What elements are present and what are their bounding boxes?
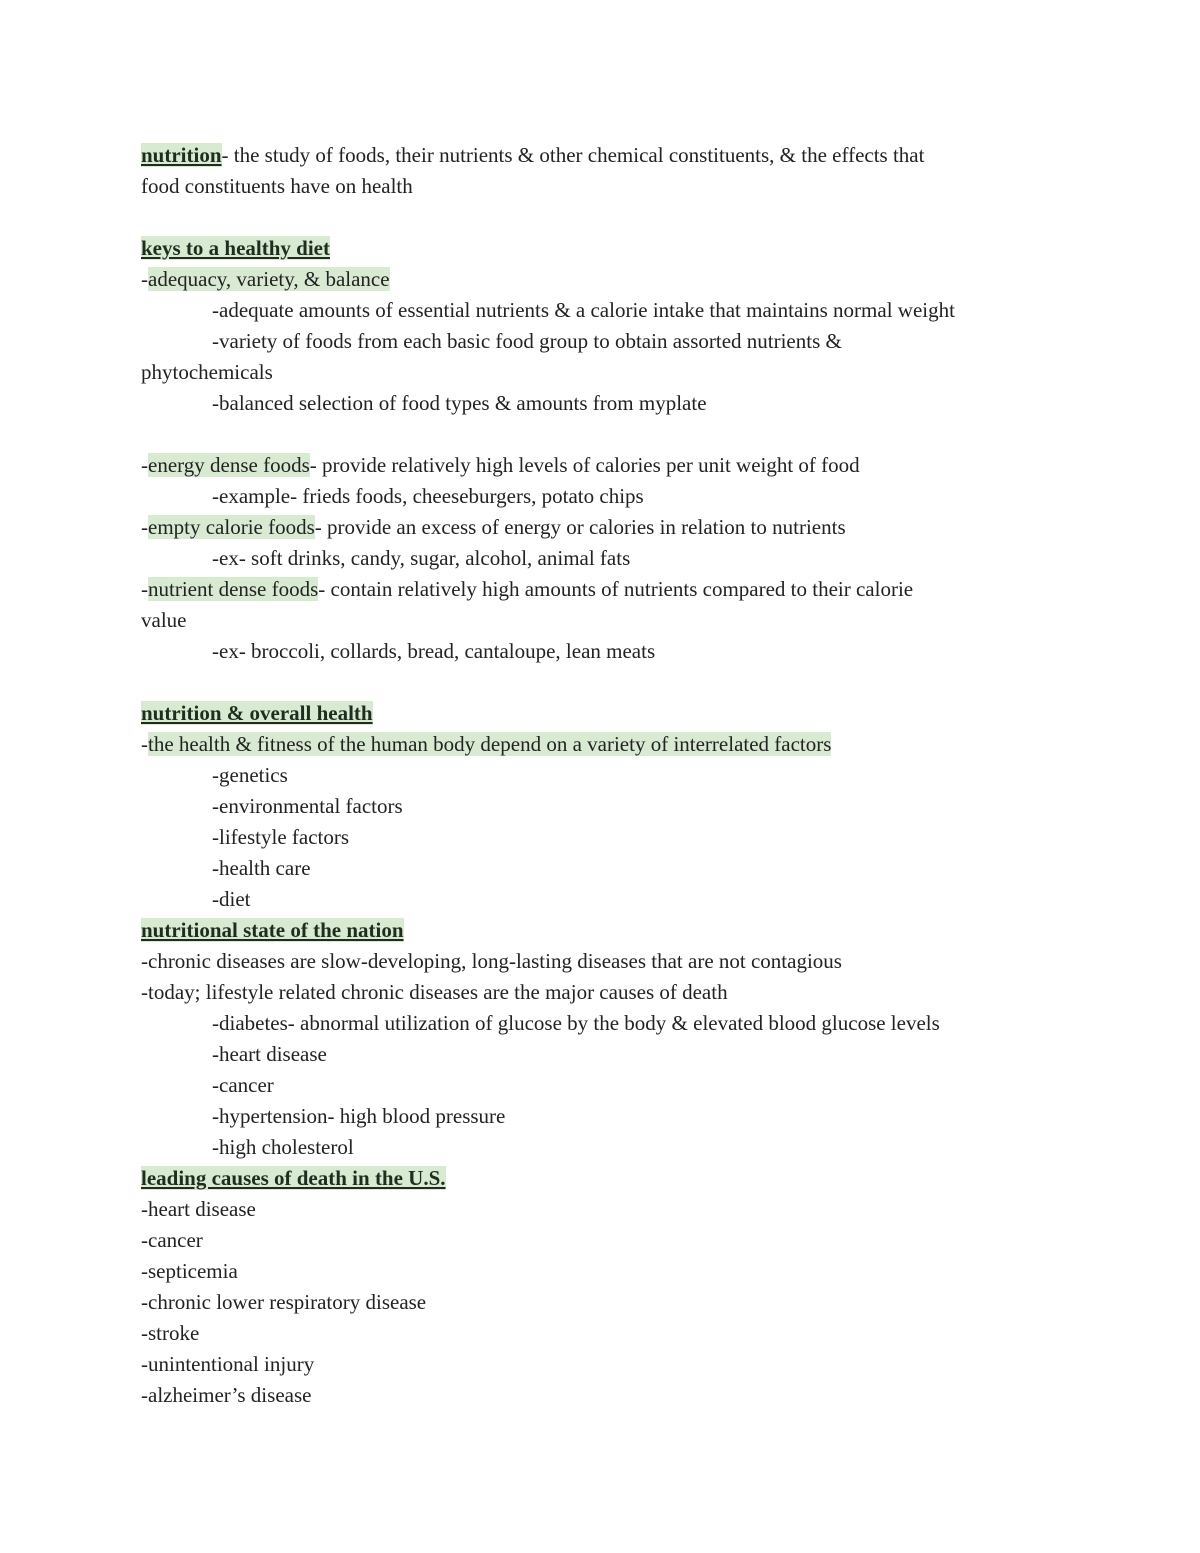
nutrient-dense-definition: - contain relatively high amounts of nutrients compared to their calorie (318, 577, 914, 601)
empty-calorie-line (141, 512, 1061, 543)
causes-item: -stroke (141, 1321, 200, 1345)
causes-item: -septicemia (141, 1259, 238, 1283)
spacer (141, 419, 1061, 450)
nation-heading-line (141, 915, 1061, 946)
overall-main-text: the health & fitness of the human body depend on a variety of interrelated factors (148, 732, 832, 756)
overall-factor-item: -diet (212, 887, 251, 911)
causes-heading-line (141, 1163, 1061, 1194)
causes-heading: leading causes of death in the U.S. (141, 1166, 446, 1190)
document-page (141, 140, 1061, 1411)
energy-dash: - (141, 453, 148, 477)
causes-item: -heart disease (141, 1197, 256, 1221)
nutrition-term: nutrition (141, 143, 222, 167)
causes-item: -alzheimer’s disease (141, 1383, 312, 1407)
empty-calorie-example: -ex- soft drinks, candy, sugar, alcohol, animal fats (212, 546, 631, 570)
overall-main-dash: - (141, 732, 148, 756)
keys-main-dash: - (141, 267, 148, 291)
overall-main-line (141, 729, 1061, 760)
keys-item: -adequate amounts of essential nutrients & a calorie intake that maintains normal weight (212, 298, 955, 322)
keys-item-cont: phytochemicals (141, 360, 273, 384)
overall-heading: nutrition & overall health (141, 701, 373, 725)
overall-factor-item: -health care (212, 856, 311, 880)
nutrition-definition-line (141, 140, 1061, 171)
spacer (141, 202, 1061, 233)
energy-dense-term: energy dense foods (148, 453, 310, 477)
keys-heading: keys to a healthy diet (141, 236, 330, 260)
nation-disease-item: -diabetes- abnormal utilization of glucose by the body & elevated blood glucose levels (212, 1011, 940, 1035)
nutrient-dense-example: -ex- broccoli, collards, bread, cantaloupe, lean meats (212, 639, 656, 663)
nutrition-definition-cont: food constituents have on health (141, 174, 413, 198)
nutrient-dense-line (141, 574, 1061, 605)
overall-factor-item: -lifestyle factors (212, 825, 350, 849)
nation-line: -today; lifestyle related chronic diseases are the major causes of death (141, 980, 728, 1004)
keys-item: -variety of foods from each basic food group to obtain assorted nutrients & (212, 329, 842, 353)
empty-calorie-term: empty calorie foods (148, 515, 315, 539)
nation-disease-item: -heart disease (212, 1042, 327, 1066)
keys-main-line (141, 264, 1061, 295)
nutrient-dense-term: nutrient dense foods (148, 577, 319, 601)
nutrient-dense-definition-cont: value (141, 608, 187, 632)
energy-dense-example: -example- frieds foods, cheeseburgers, potato chips (212, 484, 644, 508)
empty-dash: - (141, 515, 148, 539)
causes-item: -cancer (141, 1228, 203, 1252)
nation-line: -chronic diseases are slow-developing, long-lasting diseases that are not contagious (141, 949, 842, 973)
causes-item: -chronic lower respiratory disease (141, 1290, 427, 1314)
keys-item: -balanced selection of food types & amounts from myplate (212, 391, 707, 415)
nutrient-dash: - (141, 577, 148, 601)
overall-factor-item: -genetics (212, 763, 288, 787)
nutrition-definition: - the study of foods, their nutrients & other chemical constituents, & the effects that (221, 143, 925, 167)
nation-disease-item: -cancer (212, 1073, 274, 1097)
overall-heading-line (141, 698, 1061, 729)
keys-heading-line (141, 233, 1061, 264)
nation-heading: nutritional state of the nation (141, 918, 404, 942)
nation-disease-item: -hypertension- high blood pressure (212, 1104, 506, 1128)
energy-dense-definition: - provide relatively high levels of calories per unit weight of food (309, 453, 860, 477)
spacer (141, 667, 1061, 698)
nation-disease-item: -high cholesterol (212, 1135, 354, 1159)
empty-calorie-definition: - provide an excess of energy or calories in relation to nutrients (314, 515, 846, 539)
energy-dense-line (141, 450, 1061, 481)
causes-item: -unintentional injury (141, 1352, 315, 1376)
overall-factor-item: -environmental factors (212, 794, 403, 818)
keys-main-text: adequacy, variety, & balance (148, 267, 390, 291)
